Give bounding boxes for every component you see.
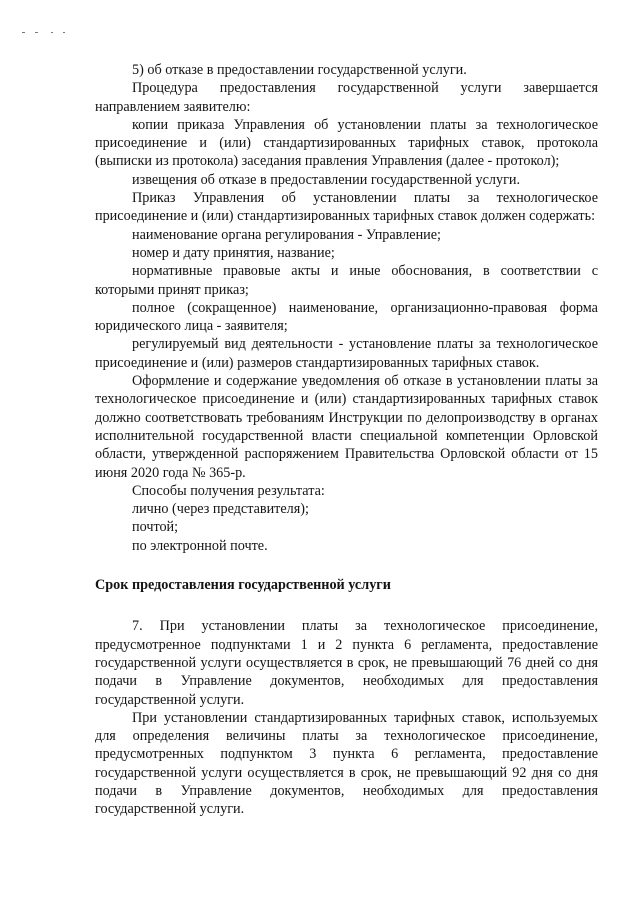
paragraph-refusal-notice: извещения об отказе в предоставлении государственной услуги. <box>132 171 521 188</box>
paragraph-number-date: номер и дату принятия, название; <box>132 244 335 261</box>
paragraph-method-email: по электронной почте. <box>132 537 268 554</box>
paragraph-legal-acts: нормативные правовые акты и иные обоснования, в соответствии с которыми принят приказ; <box>95 263 598 298</box>
paragraph-result-methods: Способы получения результата: <box>132 482 325 499</box>
document-body <box>95 61 598 819</box>
paragraph-method-in-person: лично (через представителя); <box>132 501 309 518</box>
paragraph-order-contents: Приказ Управления об установлении платы за технологическое присоединение и (или) стандартизированных тарифных ставок должен содержать: <box>95 190 598 225</box>
section-heading-term: Срок предоставления государственной услуги <box>95 577 391 594</box>
spacer <box>95 594 598 617</box>
paragraph-method-mail: почтой; <box>132 519 179 536</box>
paragraph-regulator-name: наименование органа регулирования - Управление; <box>132 226 441 243</box>
scan-artifact-marks <box>22 29 82 37</box>
paragraph-refusal-item: 5) об отказе в предоставлении государственной услуги. <box>132 62 467 78</box>
paragraph-term-standardized-rates: При установлении стандартизированных тарифных ставок, используемых для определения величины платы за технологическое присоединение, предусмотренных подпунктом 3 пункта 6 регламента, предоставление государственной услуги осуществляется в срок, не превышающий 92 дня со дня подачи в Управление документов, необходимых для предоставления государственной услуги. <box>95 709 598 818</box>
paragraph-order-copy: копии приказа Управления об установлении платы за технологическое присоединение и (или) стандартизированных тарифных ставок, протокола (выписки из протокола) заседания правления Управления (далее - протокол); <box>95 116 598 170</box>
paragraph-term-item-7: 7. При установлении платы за технологическое присоединение, предусмотренное подпунктами 1 и 2 пункта 6 регламента, предоставление государственной услуги осуществляется в срок, не превышающий 76 дней со дня подачи в Управление документов, необходимых для предоставления государственной услуги. <box>95 618 598 708</box>
paragraph-regulated-activity: регулируемый вид деятельности - установление платы за технологическое присоединение и (или) размеров стандартизированных тарифных ставок. <box>95 336 598 371</box>
paragraph-procedure-completion: Процедура предоставления государственной услуги завершается направлением заявителю: <box>95 80 598 115</box>
spacer <box>95 555 598 576</box>
paragraph-refusal-format: Оформление и содержание уведомления об отказе в установлении платы за технологическое присоединение и (или) стандартизированных тарифных ставок должно соответствовать требованиям Инструкции по делопроизводству в органах исполнительной государственной власти специальной компетенции Орловской области, утвержденной распоряжением Правительства Орловской области от 15 июня 2020 года № 365-р. <box>95 373 598 481</box>
paragraph-applicant-name: полное (сокращенное) наименование, организационно-правовая форма юридического лица - заявителя; <box>95 299 598 335</box>
